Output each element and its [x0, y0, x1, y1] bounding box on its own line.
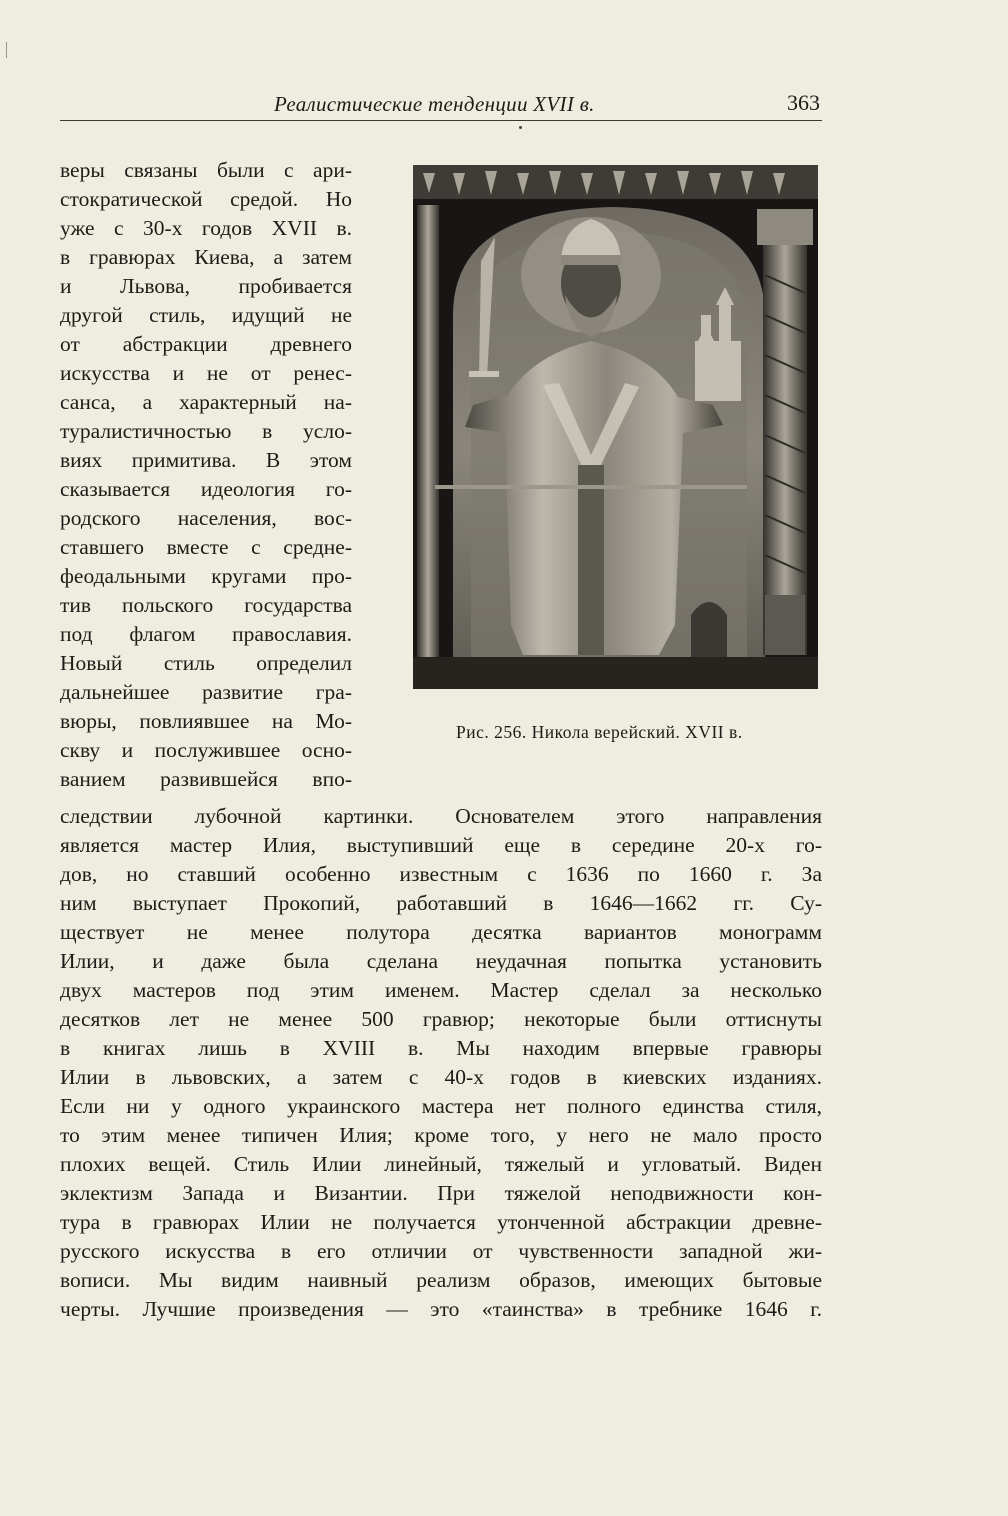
text-line: русского искусства в его отличии от чувственности западной жи-	[60, 1239, 822, 1263]
text-line: санса, а характерный на-	[60, 390, 352, 414]
text-line: уже с 30-х годов XVII в.	[60, 216, 352, 240]
text-line: десятков лет не менее 500 гравюр; некоторые были оттиснуты	[60, 1007, 822, 1031]
running-head-title: Реалистические тенденции XVII в.	[274, 92, 595, 116]
text-line: дов, но ставший особенно известным с 1636 по 1660 г. За	[60, 862, 822, 886]
text-line: туралистичностью в усло-	[60, 419, 352, 443]
text-line: следствии лубочной картинки. Основателем этого направления	[60, 804, 822, 828]
text-line: сказывается идеология го-	[60, 477, 352, 501]
text-line: в книгах лишь в XVIII в. Мы находим впервые гравюры	[60, 1036, 822, 1060]
text-line: эклектизм Запада и Византии. При тяжелой неподвижности кон-	[60, 1181, 822, 1205]
margin-mark	[6, 42, 7, 58]
text-line: феодальными кругами про-	[60, 564, 352, 588]
text-line: в гравюрах Киева, а затем	[60, 245, 352, 269]
text-line: и Львова, пробивается	[60, 274, 352, 298]
text-line: Новый стиль определил	[60, 651, 352, 675]
text-line: стократической средой. Но	[60, 187, 352, 211]
text-line: вописи. Мы видим наивный реализм образов, имеющих бытовые	[60, 1268, 822, 1292]
text-line: виях примитива. В этом	[60, 448, 352, 472]
text-line: под флагом православия.	[60, 622, 352, 646]
print-speck	[519, 126, 522, 129]
text-line: вюры, повлиявшее на Мо-	[60, 709, 352, 733]
text-line: от абстракции древнего	[60, 332, 352, 356]
text-line: двух мастеров под этим именем. Мастер сделал за несколько	[60, 978, 822, 1002]
text-line: плохих вещей. Стиль Илии линейный, тяжелый и угловатый. Виден	[60, 1152, 822, 1176]
text-line: черты. Лучшие произведения — это «таинства» в требнике 1646 г.	[60, 1297, 822, 1321]
text-line: ществует не менее полутора десятка вариантов монограмм	[60, 920, 822, 944]
text-line: Илии, и даже была сделана неудачная попытка установить	[60, 949, 822, 973]
text-line: веры связаны были с ари-	[60, 158, 352, 182]
text-line: является мастер Илия, выступивший еще в середине 20-х го-	[60, 833, 822, 857]
figure-photo	[413, 165, 818, 689]
text-line: ставшего вместе с средне-	[60, 535, 352, 559]
page-number: 363	[787, 90, 820, 115]
nikola-sculpture-illustration	[413, 165, 818, 689]
text-line: родского населения, вос-	[60, 506, 352, 530]
text-line: другой стиль, идущий не	[60, 303, 352, 327]
running-head	[60, 84, 822, 121]
figure-caption: Рис. 256. Никола верейский. XVII в.	[456, 722, 743, 742]
text-line: Если ни у одного украинского мастера нет полного единства стиля,	[60, 1094, 822, 1118]
text-line: то этим менее типичен Илия; кроме того, у него не мало просто	[60, 1123, 822, 1147]
text-line: тура в гравюрах Илии не получается утонченной абстракции древне-	[60, 1210, 822, 1234]
text-line: Илии в львовских, а затем с 40-х годов в киевских изданиях.	[60, 1065, 822, 1089]
text-line: ним выступает Прокопий, работавший в 1646—1662 гг. Су-	[60, 891, 822, 915]
text-line: ванием развившейся впо-	[60, 767, 352, 791]
text-line: тив польского государства	[60, 593, 352, 617]
text-line: скву и послужившее осно-	[60, 738, 352, 762]
text-line: искусства и не от ренес-	[60, 361, 352, 385]
text-line: дальнейшее развитие гра-	[60, 680, 352, 704]
